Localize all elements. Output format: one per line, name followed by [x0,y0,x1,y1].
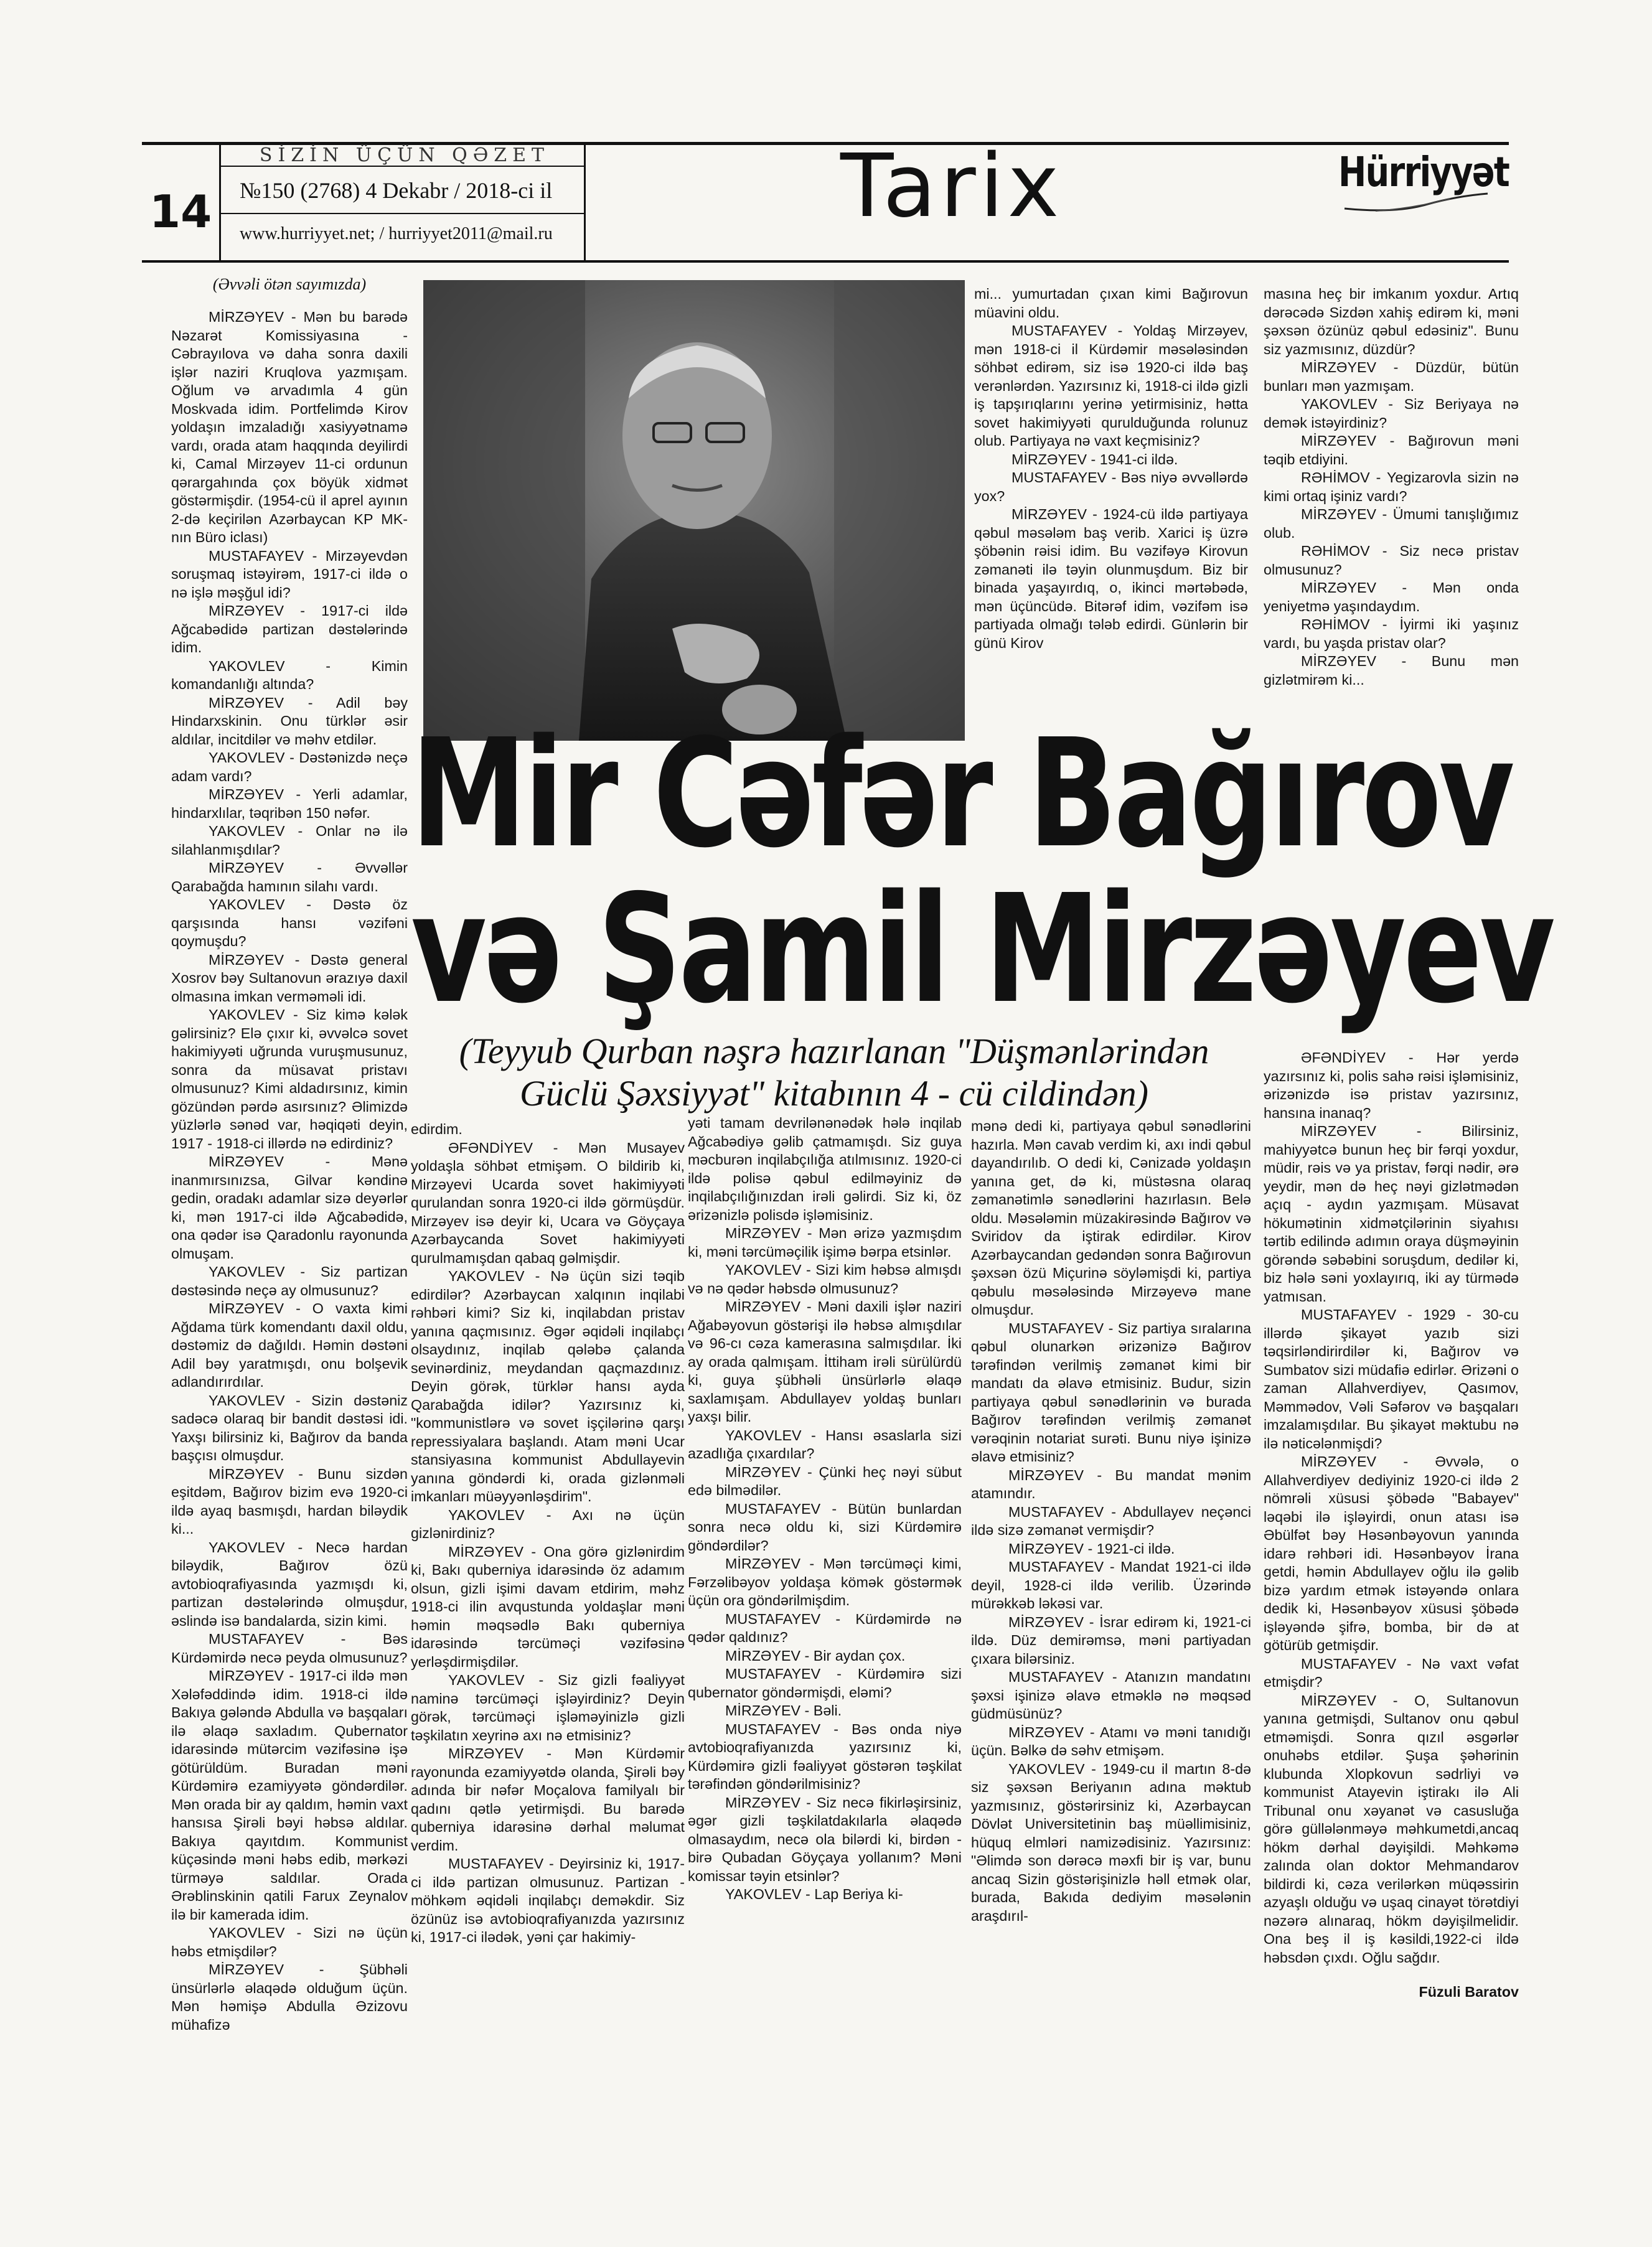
paragraph: RƏHİMOV - Siz necə pristav olmusunuz? [1264,543,1519,578]
paragraph: MUSTAFAYEV - Nə vaxt vəfat etmişdir? [1264,1655,1519,1690]
paragraph: MUSTAFAYEV - Bəs onda niyə avtobioqrafiyanızda yazırsınız ki, Kürdəmirə gizli fəaliyyət göstərən təşkilat tərəfindən göndərilmisiniz? [688,1720,962,1792]
headline-line-2: və Şamil Mirzəyev [411,862,1553,1036]
paragraph: YAKOVLEV - Siz Beriyaya nə demək istəyirdiniz? [1264,396,1519,431]
logo-swoosh-icon [1338,190,1494,215]
paragraph: YAKOVLEV - Dəstə öz qarşısında hansı vəzifəni qoymuşdu? [171,896,408,949]
paragraph: YAKOVLEV - 1949-cu il martın 8-də siz şəxsən Beriyanın adına məktub yazmısınız, göstərirsiniz ki, Azərbaycan Dövlət Universitetinin baş müəllimisiniz, hüquq elmləri namizədisiniz. Yazırsınız: "Əlimdə son dərəcə məxfi bir iş var, bunu ancaq Sizin göstərişinizlə həll etmək olar, burada, Bakıda dediyim məsələnin araşdırıl- [971,1760,1251,1924]
paragraph: MİRZƏYEV - Ona görə gizlənirdim ki, Bakı quberniya idarəsində öz adamım olsun, gizli işimi davam etdirim, məhz 1918-ci ilin avqustunda yoldaşlar məni həmin məqsədlə Bakı quberniya idarəsində tərcüməçi vəzifəsinə yerləşdirmişdilər. [411,1543,685,1670]
paragraph: MİRZƏYEV - 1921-ci ildə. [1008,1540,1175,1557]
paragraph: YAKOVLEV - Axı nə üçün gizlənirdiniz? [411,1506,685,1541]
article-column-top-2 [974,285,1248,758]
paragraph: ƏFƏNDİYEV - Hər yerdə yazırsınız ki, polis sahə rəisi işləmisiniz, ərizənizdə isə pristav yazırsınız, hansına inanaq? [1264,1049,1519,1121]
paragraph: MİRZƏYEV - Ümumi tanışlığımız olub. [1264,506,1519,541]
paragraph: MİRZƏYEV - Bilirsiniz, mahiyyətcə bunun heç bir fərqi yoxdur, müdir, rəis və ya pristav, fərqi nədir, ərə yeydir, mən də heç nəyi gizlətmədən açıq - aydın yazmışam. Müsavat hökumətinin xidmətçilərinin siyahısı tərtib edilində adımın oraya düşməyinin görəndə səbəbini soruşdum, dedilər ki, biz hələ səni yoxlayırıq, iki ay türmədə yatmısan. [1264,1123,1519,1305]
paragraph: MUSTAFAYEV - Bütün bunlardan sonra necə oldu ki, sizi Kürdəmirə göndərdilər? [688,1500,962,1554]
paragraph: MUSTAFAYEV - Bəs Kürdəmirdə necə peyda olmusunuz? [171,1631,408,1666]
paragraph: MUSTAFAYEV - Yoldaş Mirzəyev, mən 1918-ci il Kürdəmir məsələsindən söhbət edirəm, siz isə 1920-ci ildə baş verənlərdən. Yazırsınız ki, 1918-ci ildə gizli iş tapşırıqlarını yerinə yetirmisiniz, hətta sovet hakimiyyəti qurulduğunda rolunuz olub. Partiyaya nə vaxt keçmisiniz? [974,322,1248,449]
paragraph: MİRZƏYEV - Yerli adamlar, hindarxlılar, təqribən 150 nəfər. [171,786,408,821]
paragraph: YAKOVLEV - Nə üçün sizi təqib edirdilər? Azərbaycan xalqının inqilabi rəhbəri kimi? Siz ki, inqilabdan pristav yanına qaçmısınız. Əgər əqidəli inqilabçı olsaydınız, inqilab qələbə çalanda sevinərdiniz, meydandan qaçmazdınız. Deyin görək, türklər hansı ayda Qarabağda idilər? Yazırsınız ki, "kommunistlərə və sovet işçilərinə qarşı repressiyalara başlandı. Atam məni Ucar stansiyasına kommunist Abdullayevin yanına göndərdi ki, orada gizlənməli imkanları müəyyənləşdirim". [411,1268,685,1504]
paragraph: YAKOVLEV - Onlar nə ilə silahlanmışdılar? [171,823,408,858]
paragraph: MİRZƏYEV - Çünki heç nəyi sübut edə bilmədilər. [688,1463,962,1498]
paragraph: MİRZƏYEV - Dəstə general Xosrov bəy Sultanovun ərazıyə daxil olmasına imkan verməməli idi. [171,951,408,1005]
paragraph: MUSTAFAYEV - 1929 - 30-cu illərdə şikayət yazıb sizi təqsirləndirirdilər ki, Bağırov və Sumbatov sizi müdafiə edirlər. Ərizəni o zaman Allahverdiyev, Qasımov, Məmmədov, Vəli Səfərov və başqaları imzalamışdılar. Bu şikayət məktubu nə ilə nəticələnmişdi? [1264,1306,1519,1452]
paragraph: MİRZƏYEV - Bağırovun məni təqib etdiyini. [1264,433,1519,467]
paragraph: MİRZƏYEV - Mən bu barədə Nəzarət Komissiyasına - Cəbrayılova və daha sonra daxili işlər naziri Kruqlova yazmışam. Oğlum və arvadımla 4 gün Moskvada idim. Portfelimdə Kirov yoldaşın imzaladığı xasiyyətnamə vardı, orada atam haqqında deyilirdi ki, Camal Mirzəyev 11-ci ordunun qərargahında çox böyük xidmət göstərmişdir. (1954-cü il aprel ayının 2-də keçirilən Azərbaycan KP MK-nın Büro iclası) [171,309,408,545]
article-column-1 [171,308,408,2033]
paragraph: YAKOVLEV - Dəstənizdə neçə adam vardı? [171,749,408,784]
portrait-photo [423,280,965,741]
headline-subtitle: (Teyyub Qurban nəşrə hazırlanan "Düşmənlərindən Güclü Şəxsiyyət" kitabının 4 - cü cildindən) [459,1031,1209,1114]
header-divider [584,142,586,263]
paragraph: YAKOVLEV - Siz partizan dəstəsində neçə ay olmusunuz? [171,1264,408,1298]
paragraph: MİRZƏYEV - İsrar edirəm ki, 1921-ci ildə. Düz demirəmsə, məni partiyadan çıxara bilərsiniz. [971,1613,1251,1667]
newspaper-strap: SİZİN ÜÇÜN QƏZET [259,144,550,166]
paragraph: MİRZƏYEV - Atamı və məni tanıdığı üçün. Bəlkə də səhv etmişəm. [971,1724,1251,1758]
paragraph: MİRZƏYEV - O vaxta kimi Ağdama türk komendantı daxil oldu, dəstəmiz də dağıldı. Həmin dəstəni Adil bəy yaratmışdı, onu bolşevik adlandırırdılar. [171,1300,408,1390]
article-column-bottom-2 [411,1120,685,2222]
article-column-top-3 [1264,285,1519,733]
header-inner-rule [219,213,585,214]
paragraph: RƏHİMOV - İyirmi iki yaşınız vardı, bu yaşda pristav olar? [1264,616,1519,651]
paragraph: MUSTAFAYEV - Kürdəmirdə nə qədər qaldınız? [688,1610,962,1645]
paragraph: MUSTAFAYEV - Deyirsiniz ki, 1917-ci ildə partizan olmusunuz. Partizan - möhkəm əqidəli inqilabçı deməkdir. Siz özünüz isə avtobioqrafiyanızda yazırsınız ki, 1917-ci ilədək, yəni çar hakimiy- [411,1855,685,1945]
paragraph: yəti tamam devrilənənədək hələ inqilab Ağcabədiyə gəlib çatmamışdı. Siz guya məcburən inqilabçılığa atılmısınız. 1920-ci ildə polisə qəbul edilməyiniz də inqilabçılığınızdan irəli gəlirdi. Siz ki, öz ərizənizlə polisdə işləmisiniz. [688,1115,962,1223]
continued-note: (Əvvəli ötən sayımızda) [212,275,367,293]
paragraph: edirdim. [411,1121,462,1137]
paragraph: MİRZƏYEV - Düzdür, bütün bunları mən yazmışam. [1264,359,1519,394]
paragraph: YAKOVLEV - Sizi nə üçün həbs etmişdilər? [171,1925,408,1959]
paragraph: MİRZƏYEV - Şübhəli ünsürlərlə əlaqədə olduğum üçün. Mən həmişə Abdulla Əzizovu mühafizə [171,1961,408,2033]
paragraph: mi... yumurtadan çıxan kimi Bağırovun müavini oldu. [974,286,1248,321]
paragraph: MUSTAFAYEV - Bəs niyə əvvəllərdə yox? [974,469,1248,504]
paragraph: MİRZƏYEV - 1917-ci ildə mən Xələfəddində idim. 1918-ci ildə Bakıya gələndə Abdulla və başqaları ilə əlaqə saxladım. Qubernator idarəsində mütərcim vəzifəsinə işə götürüldüm. Buradan məni Kürdəmirə ezamiyyətə göndərdilər. Mən orada bir ay qaldım, həmin vaxt hansısa Şirəli bəyi həbsə aldılar. Bakıya qayıtdım. Kommunist küçəsində məni həbs edib, mərkəzi türməyə saldılar. Orada Ərəblinskinin qatili Farux Zeynalov ilə bir kamerada idim. [171,1668,408,1923]
paragraph: MUSTAFAYEV - Atanızın mandatını şəxsi işinizə əlavə etməklə nə məqsəd güdmüsünüz? [971,1669,1251,1722]
paragraph: mənə dedi ki, partiyaya qəbul sənədlərini hazırla. Mən cavab verdim ki, axı indi qəbul dayandırılıb. O dedi ki, Cənizadə yoldaşın yanına get, də ki, müstəsna olaraq zəmanətimlə sənədlərini hazırlasın. Belə oldu. Məsələmin müzakirəsində Bağırov və Sviridov da iştirak edirdilər. Kirov Azərbaycandan gedəndən sonra Bağırovun şəxsən özü Miçurinə söyləmişdi ki, partiya qəbulu məsələsində Mirzəyevə mane olmuşdur. [971,1118,1251,1318]
paragraph: MİRZƏYEV - Mən ərizə yazmışdım ki, məni tərcüməçilik işimə bərpa etsinlər. [688,1225,962,1260]
paragraph: MUSTAFAYEV - Kürdəmirə sizi qubernator göndərmişdi, eləmi? [688,1666,962,1700]
paragraph: YAKOVLEV - Hansı əsaslarla sizi azadlığa çıxardılar? [688,1427,962,1461]
paragraph: YAKOVLEV - Lap Beriya ki- [725,1886,903,1902]
paragraph: MİRZƏYEV - Mən Kürdəmir rayonunda ezamiyyətdə olanda, Şirəli bəy adında bir nəfər Moçalova familyalı bir qadını qətlə yetirmişdi. Bu barədə quberniya idarəsinə dərhal məlumat verdim. [411,1745,685,1854]
paragraph: MİRZƏYEV - 1924-cü ildə partiyaya qəbul məsələm baş verib. Xarici iş üzrə şöbənin rəisi idim. Bu vəzifəyə Kirovun zəmanəti ilə təyin olunmuşdum. Biz bir binada yaşayırdıq, o, ikinci mərtəbədə, mən üçüncüdə. Bitərəf idim, vəzifəm isə partiyada olmağı tələb edirdi. Günlərin bir günü Kirov [974,506,1248,651]
header-bottom-rule [142,260,1509,263]
paragraph: YAKOVLEV - Sizin dəstəniz sadəcə olaraq bir bandit dəstəsi idi. Yaxşı bilirsiniz ki, Bağırov da banda başçısı olmuşdur. [171,1392,408,1463]
paragraph: MİRZƏYEV - Bunu mən gizlətmirəm ki... [1264,653,1519,688]
paragraph: MİRZƏYEV - 1917-ci ildə Ağcabədidə partizan dəstələrində idim. [171,603,408,655]
paragraph: MUSTAFAYEV - Abdullayev neçənci ildə sizə zəmanət vermişdir? [971,1503,1251,1538]
paragraph: MİRZƏYEV - Adil bəy Hindarxskinin. Onu türklər əsir aldılar, incitdilər və məhv etdilər. [171,694,408,748]
paragraph: RƏHİMOV - Yegizarovla sizin nə kimi ortaq işiniz vardı? [1264,469,1519,504]
paragraph: masına heç bir imkanım yoxdur. Artıq dərəcədə Sizdən xahiş edirəm ki, məni şəxsən özünüz qəbul edəsiniz". Bunu siz yazmısınız, düzdür? [1264,286,1519,357]
paragraph: MİRZƏYEV - Bəli. [725,1702,842,1719]
paragraph: MİRZƏYEV - Əvvələ, o Allahverdiyev dediyiniz 1920-ci ildə 2 nömrəli xüsusi şöbədə "Babayev" ləqəbi ilə işləyirdi, onun atası isə Əbülfət bəy Həsənbəyovun yanında idarə rəhbəri idi. Həsənbəyov İrana getdi, həmin Abdullayev oğlu ilə gəlib bizə yardım etmək istəyəndə onlara dedik ki, Həsənbəyov xüsusi şöbədə işləyəndə şifrə, bomba, bir də at götürüb getmişdir. [1264,1453,1519,1653]
paragraph: MİRZƏYEV - Əvvəllər Qarabağda hamının silahı vardı. [171,860,408,894]
paragraph: MUSTAFAYEV - Mirzəyevdən soruşmaq istəyirəm, 1917-ci ildə o nə işlə məşğul idi? [171,547,408,601]
paragraph: YAKOVLEV - Sizi kim həbsə almışdı və nə qədər həbsdə olmusunuz? [688,1262,962,1297]
paragraph: MİRZƏYEV - Bu mandat mənim atamındır. [971,1466,1251,1501]
paragraph: YAKOVLEV - Necə hardan biləydik, Bağırov özü avtobioqrafiyasında yazmışdı ki, partizan dəstələrində olmuşdur, əslində isə bandalarda, sizin kimi. [171,1539,408,1629]
section-title: Tarix [840,136,1063,237]
paragraph: MİRZƏYEV - Mənə inanmırsınızsa, Gilvar kəndinə gedin, oradakı adamlar sizə deyərlər ki, mən 1917-ci ildə Ağcabədidə, ona qədər isə Qaradonlu rayonunda olmuşam. [171,1153,408,1262]
page-number: 14 [149,185,212,238]
paragraph: MİRZƏYEV - Mən onda yeniyetmə yaşındaydım. [1264,579,1519,614]
issue-info: №150 (2768) 4 Dekabr / 2018-ci il [240,178,553,203]
paragraph: ƏFƏNDİYEV - Mən Musayev yoldaşla söhbət etmişəm. O bildirib ki, Mirzəyevi Ucarda sovet hakimiyyəti qurulandan sonra 1920-ci ildə görmüşdür. Mirzəyev isə deyir ki, Ucara və Göyçaya Azərbaycanda Sovet hakimiyyəti qurulmamışdan qabaq gəlmişdir. [411,1139,685,1266]
website-email: www.hurriyyet.net; / hurriyyet2011@mail.ru [240,224,553,243]
article-column-bottom-4 [971,1117,1251,2222]
paragraph: MİRZƏYEV - Bunu sizdən eşitdəm, Bağırov bizim evə 1920-ci ildə ayaq basmışdı, hardan biləydik ki... [171,1465,408,1537]
newspaper-logo: Hürriyyət [1338,148,1509,196]
paragraph: MİRZƏYEV - Bir aydan çox. [725,1647,906,1664]
author-signature: Füzuli Baratov [1419,1984,1519,2000]
paragraph: MİRZƏYEV - O, Sultanovun yanına getmişdi, Sultanov onu qəbul etməmişdi. Sonra qızıl əsgərlər onuhəbs etdilər. Şuşa şəhərinin klubunda Xlopkovun sədrliyi və kommunist Atayevin iştirakı ilə Ali Tribunal onu xəyanət və casusluğa görə güllələnməyə məhkumetdi,ancaq hökm dərhal dəyişildi. Məhkəmə zalında olan doktor Mehmandarov bildirdi ki, cəza verilərkən müqəssirin azyaşlı olduğu və uşaq cinayət törətdiyi nəzərə alınaraq, hökm dəyişilmelidir. Ona beş il iş kəsildi,1922-ci ildə həbsdən çıxdı. Oğlu sağdır. [1264,1692,1519,1966]
header-divider [219,142,221,263]
paragraph: MİRZƏYEV - 1941-ci ildə. [1011,451,1178,467]
paragraph: YAKOVLEV - Kimin komandanlığı altında? [171,657,408,692]
paragraph: MİRZƏYEV - Məni daxili işlər naziri Ağabəyovun göstərişi ilə həbsə almışdılar və 96-cı cəza kamerasına salmışdılar. İki ay orada qalmışam. İttiham irəli sürülürdü ki, guya şübhəli ünsürlərlə əlaqə saxlamışam. Abdullayev yoldaş bunları yaxşı bilir. [688,1298,962,1425]
paragraph: MUSTAFAYEV - Mandat 1921-ci ildə deyil, 1928-ci ildə verilib. Üzərində mürəkkəb ləkəsi var. [971,1559,1251,1611]
paragraph: MİRZƏYEV - Mən tərcüməçi kimi, Fərzəlibəyov yoldaşa kömək göstərmək üçün ora göndərilmişdim. [688,1555,962,1608]
article-column-right [1264,1049,1519,2247]
paragraph: YAKOVLEV - Siz gizli fəaliyyət naminə tərcüməçi işləyirdiniz? Deyin görək, tərcüməçi işləməyinizlə gizli təşkilatın xeyrinə axı nə etmisiniz? [411,1672,685,1743]
paragraph: MİRZƏYEV - Siz necə fikirləşirsiniz, əgər gizli təşkilatdakılarla əlaqədə olmasaydım, necə ola bilərdi ki, birdən - birə Qubadan Göyçaya yollanım? Məni komissar təyin etsinlər? [688,1794,962,1884]
headline-line-1: Mir Cəfər Bağırov [411,706,1512,881]
paragraph: YAKOVLEV - Siz kimə kələk gəlirsiniz? Elə çıxır ki, əvvəlcə sovet hakimiyyəti uğrunda vuruşmusunuz, sonra da müsavat pristavı olmusunuz? Kimi aldadırsınız, kimin gözündən pərdə asırsınız? Əlimizdə yüzlərlə sənəd var, həqiqəti deyin, 1917 - 1918-ci illərdə nə edirdiniz? [171,1006,408,1152]
paragraph: MUSTAFAYEV - Siz partiya sıralarına qəbul olunarkən ərizənizə Bağırov tərəfindən verilmiş zəmanət kimi bir mandatı da əlavə etmisiniz. Budur, sizin partiyaya qəbul sənədlərinin və burada Bağırov tərəfindən verilmiş zəmanət vərəqinin notariat surəti. Bunu niyə işinizə əlavə etmisiniz? [971,1320,1251,1465]
article-column-bottom-3 [688,1114,962,2222]
